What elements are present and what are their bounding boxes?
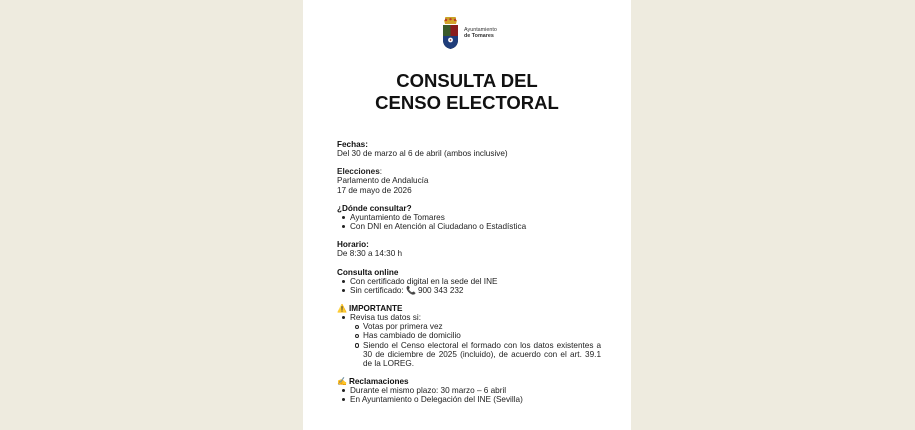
phone-number[interactable]: 900 343 232 xyxy=(417,285,464,295)
list-item: Ayuntamiento de Tomares xyxy=(350,213,601,222)
online-list xyxy=(337,277,601,295)
elecciones-section xyxy=(337,167,601,194)
importante-heading: IMPORTANTE xyxy=(348,304,403,314)
list-item xyxy=(350,286,601,295)
warning-icon: ⚠️ xyxy=(337,304,347,314)
page-title xyxy=(303,70,631,114)
sub-list-item: Votas por primera vez xyxy=(363,322,601,331)
donde-list xyxy=(337,213,601,231)
fechas-heading: Fechas: xyxy=(337,140,368,149)
list-item: En Ayuntamiento o Delegación del INE (Sevilla) xyxy=(350,395,601,404)
horario-heading: Horario: xyxy=(337,240,369,250)
phone-icon: 📞 xyxy=(405,285,416,295)
logo-line-2: de Tomares xyxy=(464,33,494,39)
list-item: Con DNI en Atención al Ciudadano o Estadística xyxy=(350,222,601,231)
horario-section xyxy=(337,240,601,258)
elecciones-colon: : xyxy=(379,167,383,177)
reclamaciones-heading: Reclamaciones xyxy=(348,377,409,386)
title-line-2: CENSO ELECTORAL xyxy=(375,92,559,113)
logo-text xyxy=(464,27,497,40)
donde-section xyxy=(337,204,601,231)
revisa-text: Revisa tus datos si: xyxy=(350,313,421,323)
importante-list xyxy=(337,313,601,368)
elecciones-line-1: Parlamento de Andalucía xyxy=(337,176,429,186)
elecciones-line-2: 17 de mayo de 2026 xyxy=(337,185,412,195)
elecciones-heading: Elecciones xyxy=(337,167,380,177)
reclamaciones-heading-row xyxy=(337,377,601,386)
donde-heading: ¿Dónde consultar? xyxy=(337,203,412,213)
logo-line-1: Ayuntamiento xyxy=(464,26,497,33)
info-content xyxy=(337,140,601,413)
importante-sublist xyxy=(350,322,601,367)
document-sheet xyxy=(303,0,631,430)
importante-section xyxy=(337,304,601,368)
importante-heading-row xyxy=(337,304,601,313)
title-line-1: CONSULTA DEL xyxy=(396,70,538,91)
list-item: Durante el mismo plazo: 30 marzo – 6 abril xyxy=(350,386,601,395)
online-section xyxy=(337,268,601,295)
reclamaciones-list xyxy=(337,386,601,404)
online-heading: Consulta online xyxy=(337,267,399,277)
ayuntamiento-logo xyxy=(441,16,497,50)
reclamaciones-section xyxy=(337,377,601,404)
sub-list-item: Siendo el Censo electoral el formado con los datos existentes a 30 de diciembre de 2025 (incluido), de acuerdo con el art. 39.1 de la LOREG. xyxy=(363,340,601,368)
list-item: Con certificado digital en la sede del INE xyxy=(350,277,601,286)
fechas-text: Del 30 de marzo al 6 de abril (ambos inclusive) xyxy=(337,149,508,159)
list-item xyxy=(350,313,601,368)
fechas-section xyxy=(337,140,601,158)
sub-list-item: Has cambiado de domicilio xyxy=(363,331,601,340)
coat-of-arms-icon xyxy=(441,16,460,50)
horario-text: De 8:30 a 14:30 h xyxy=(337,249,403,259)
writing-hand-icon: ✍️ xyxy=(337,377,347,386)
phone-prefix: Sin certificado: xyxy=(350,285,406,295)
